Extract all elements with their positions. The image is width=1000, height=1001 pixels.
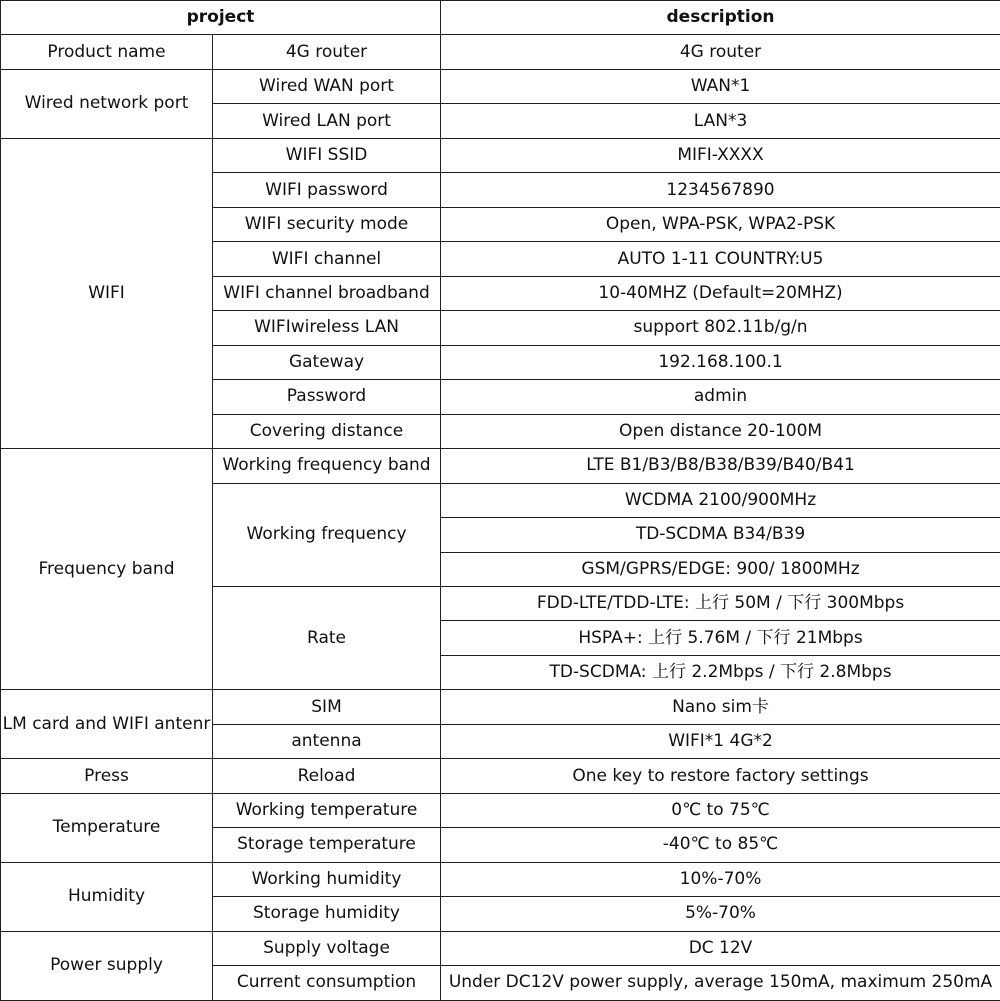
item-label: Password	[213, 380, 441, 414]
table-row	[1, 449, 1000, 483]
item-label: Working frequency	[213, 483, 441, 586]
item-value: FDD-LTE/TDD-LTE: 上行 50M / 下行 300Mbps	[441, 586, 1000, 620]
item-value: WIFI*1 4G*2	[441, 724, 1000, 758]
item-value: GSM/GPRS/EDGE: 900/ 1800MHz	[441, 552, 1000, 586]
item-value: MIFI-XXXX	[441, 138, 1000, 172]
item-value: 5%-70%	[441, 897, 1000, 931]
item-value: 0℃ to 75℃	[441, 793, 1000, 827]
item-value: 10-40MHZ (Default=20MHZ)	[441, 276, 1000, 310]
item-label: Covering distance	[213, 414, 441, 448]
item-label: Gateway	[213, 345, 441, 379]
table-row	[1, 35, 1000, 69]
group-label: Humidity	[1, 862, 213, 931]
item-value: admin	[441, 380, 1000, 414]
group-label: Press	[1, 759, 213, 793]
item-value: TD-SCDMA: 上行 2.2Mbps / 下行 2.8Mbps	[441, 655, 1000, 689]
item-value: 4G router	[441, 35, 1000, 69]
item-value: WAN*1	[441, 69, 1000, 103]
item-value: Nano sim卡	[441, 690, 1000, 724]
item-value: TD-SCDMA B34/B39	[441, 518, 1000, 552]
group-label: Frequency band	[1, 449, 213, 690]
group-label: WIFI	[1, 138, 213, 448]
item-value: WCDMA 2100/900MHz	[441, 483, 1000, 517]
item-value: LAN*3	[441, 104, 1000, 138]
table-row	[1, 862, 1000, 896]
group-label: Product name	[1, 35, 213, 69]
item-label: Rate	[213, 586, 441, 689]
item-label: Wired WAN port	[213, 69, 441, 103]
item-label: WIFI password	[213, 173, 441, 207]
item-value: Open distance 20-100M	[441, 414, 1000, 448]
item-label: Storage humidity	[213, 897, 441, 931]
item-label: antenna	[213, 724, 441, 758]
item-label: WIFI security mode	[213, 207, 441, 241]
item-value: 1234567890	[441, 173, 1000, 207]
item-value: -40℃ to 85℃	[441, 828, 1000, 862]
item-value: Under DC12V power supply, average 150mA, maximum 250mA	[441, 966, 1000, 1000]
item-label: Storage temperature	[213, 828, 441, 862]
item-label: WIFI SSID	[213, 138, 441, 172]
item-label: WIFIwireless LAN	[213, 311, 441, 345]
group-label: LM card and WIFI antenr	[1, 690, 213, 759]
item-label: SIM	[213, 690, 441, 724]
item-value: DC 12V	[441, 931, 1000, 965]
item-label: Wired LAN port	[213, 104, 441, 138]
item-value: HSPA+: 上行 5.76M / 下行 21Mbps	[441, 621, 1000, 655]
header-row	[1, 1, 1000, 35]
item-label: WIFI channel broadband	[213, 276, 441, 310]
item-label: Reload	[213, 759, 441, 793]
item-value: 192.168.100.1	[441, 345, 1000, 379]
item-label: Working frequency band	[213, 449, 441, 483]
item-value: AUTO 1-11 COUNTRY:U5	[441, 242, 1000, 276]
item-label: Supply voltage	[213, 931, 441, 965]
header-project: project	[1, 1, 441, 35]
table-row	[1, 69, 1000, 103]
item-label: Working humidity	[213, 862, 441, 896]
item-value: LTE B1/B3/B8/B38/B39/B40/B41	[441, 449, 1000, 483]
item-value: Open, WPA-PSK, WPA2-PSK	[441, 207, 1000, 241]
group-label: Power supply	[1, 931, 213, 1000]
item-value: One key to restore factory settings	[441, 759, 1000, 793]
item-label: Working temperature	[213, 793, 441, 827]
table-row	[1, 690, 1000, 724]
table-row	[1, 138, 1000, 172]
group-label: Temperature	[1, 793, 213, 862]
group-label: Wired network port	[1, 69, 213, 138]
item-label: Current consumption	[213, 966, 441, 1000]
item-label: 4G router	[213, 35, 441, 69]
item-label: WIFI channel	[213, 242, 441, 276]
table-row	[1, 793, 1000, 827]
item-value: 10%-70%	[441, 862, 1000, 896]
table-row	[1, 931, 1000, 965]
header-description: description	[441, 1, 1000, 35]
table-row	[1, 759, 1000, 793]
item-value: support 802.11b/g/n	[441, 311, 1000, 345]
